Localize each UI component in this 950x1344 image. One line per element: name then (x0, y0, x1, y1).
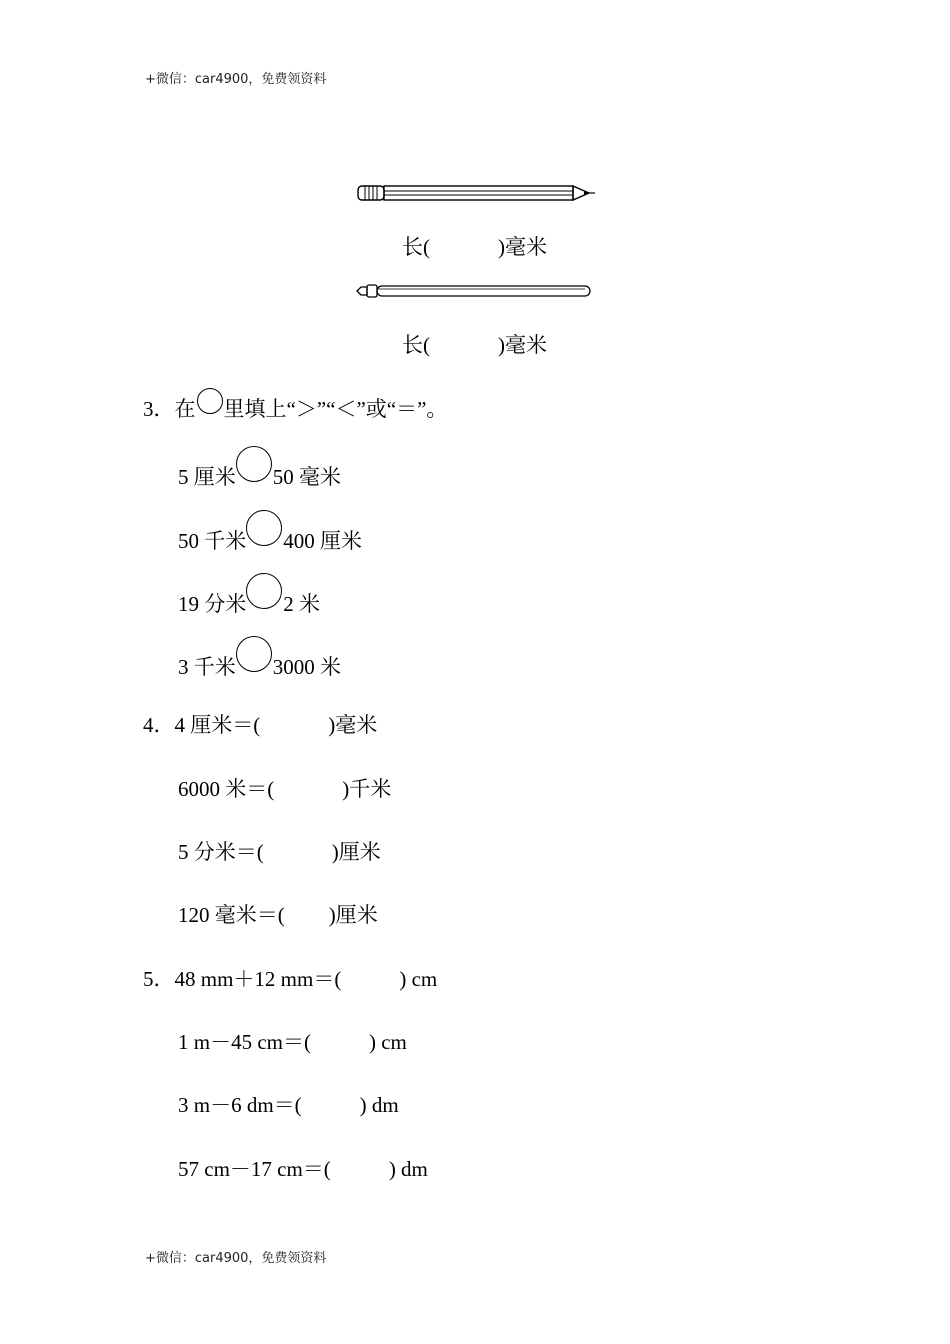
q5-item-left: 1 m－45 cm＝( (178, 1030, 311, 1054)
q3-item-right: 3000 米 (272, 655, 341, 679)
q3-item-left: 5 厘米 (178, 465, 236, 489)
q3-item-2 (178, 524, 362, 560)
q5-item-right: ) dm (388, 1157, 428, 1181)
pencil-icon (355, 182, 597, 206)
q4-item-1 (143, 712, 377, 738)
pen-icon (355, 281, 595, 301)
q5-item-left: 48 mm＋12 mm＝( (174, 967, 342, 991)
q4-item-2 (178, 776, 391, 802)
circle-icon (197, 388, 223, 414)
pencil-length-line (402, 234, 547, 260)
q3-item-right: 2 米 (283, 592, 320, 616)
q3-item-left: 3 千米 (178, 655, 236, 679)
q3-instruction-before: 在 (174, 397, 196, 421)
header-watermark: +微信：car4900，免费领资料 (145, 72, 327, 87)
q3-item-left: 50 千米 (178, 529, 247, 553)
pencil-length-prefix: 长( (402, 235, 430, 259)
pencil-length-suffix: )毫米 (498, 235, 547, 259)
q4-item-right: )厘米 (331, 840, 381, 864)
q5-item-3 (178, 1092, 399, 1118)
footer-watermark: +微信：car4900，免费领资料 (145, 1251, 327, 1266)
q3-item-right: 50 毫米 (272, 465, 341, 489)
q5-item-left: 3 m－6 dm＝( (178, 1093, 302, 1117)
pen-length-prefix: 长( (402, 333, 430, 357)
q5-item-1 (143, 966, 437, 992)
pen-length-suffix: )毫米 (498, 333, 547, 357)
q5-item-2 (178, 1029, 407, 1055)
q4-item-left: 5 分米＝( (178, 840, 264, 864)
compare-circle-2[interactable] (246, 510, 282, 546)
q5-item-right: ) cm (399, 967, 438, 991)
q3-item-4 (178, 650, 341, 686)
q3-instruction-after: 里填上“＞”“＜”或“＝”。 (223, 397, 448, 421)
q5-number: 5． (143, 967, 175, 991)
q5-item-left: 57 cm－17 cm＝( (178, 1157, 331, 1181)
q4-number: 4． (143, 713, 175, 737)
q3-instruction (143, 396, 447, 422)
compare-circle-1[interactable] (236, 446, 272, 482)
q3-number: 3． (143, 397, 175, 421)
q5-item-right: ) dm (359, 1093, 399, 1117)
q3-item-left: 19 分米 (178, 592, 247, 616)
q4-item-3 (178, 839, 381, 865)
q5-item-4 (178, 1156, 428, 1182)
q4-item-right: )千米 (342, 777, 392, 801)
q3-item-3 (178, 587, 320, 623)
q5-item-right: ) cm (368, 1030, 407, 1054)
compare-circle-3[interactable] (246, 573, 282, 609)
q4-item-left: 120 毫米＝( (178, 903, 285, 927)
q3-item-1 (178, 460, 341, 496)
pen-length-line (402, 332, 547, 358)
q3-item-right: 400 厘米 (283, 529, 362, 553)
q4-item-left: 4 厘米＝( (174, 713, 261, 737)
q4-item-4 (178, 902, 378, 928)
compare-circle-4[interactable] (236, 636, 272, 672)
q4-item-right: )毫米 (328, 713, 378, 737)
q4-item-left: 6000 米＝( (178, 777, 275, 801)
q4-item-right: )厘米 (328, 903, 378, 927)
